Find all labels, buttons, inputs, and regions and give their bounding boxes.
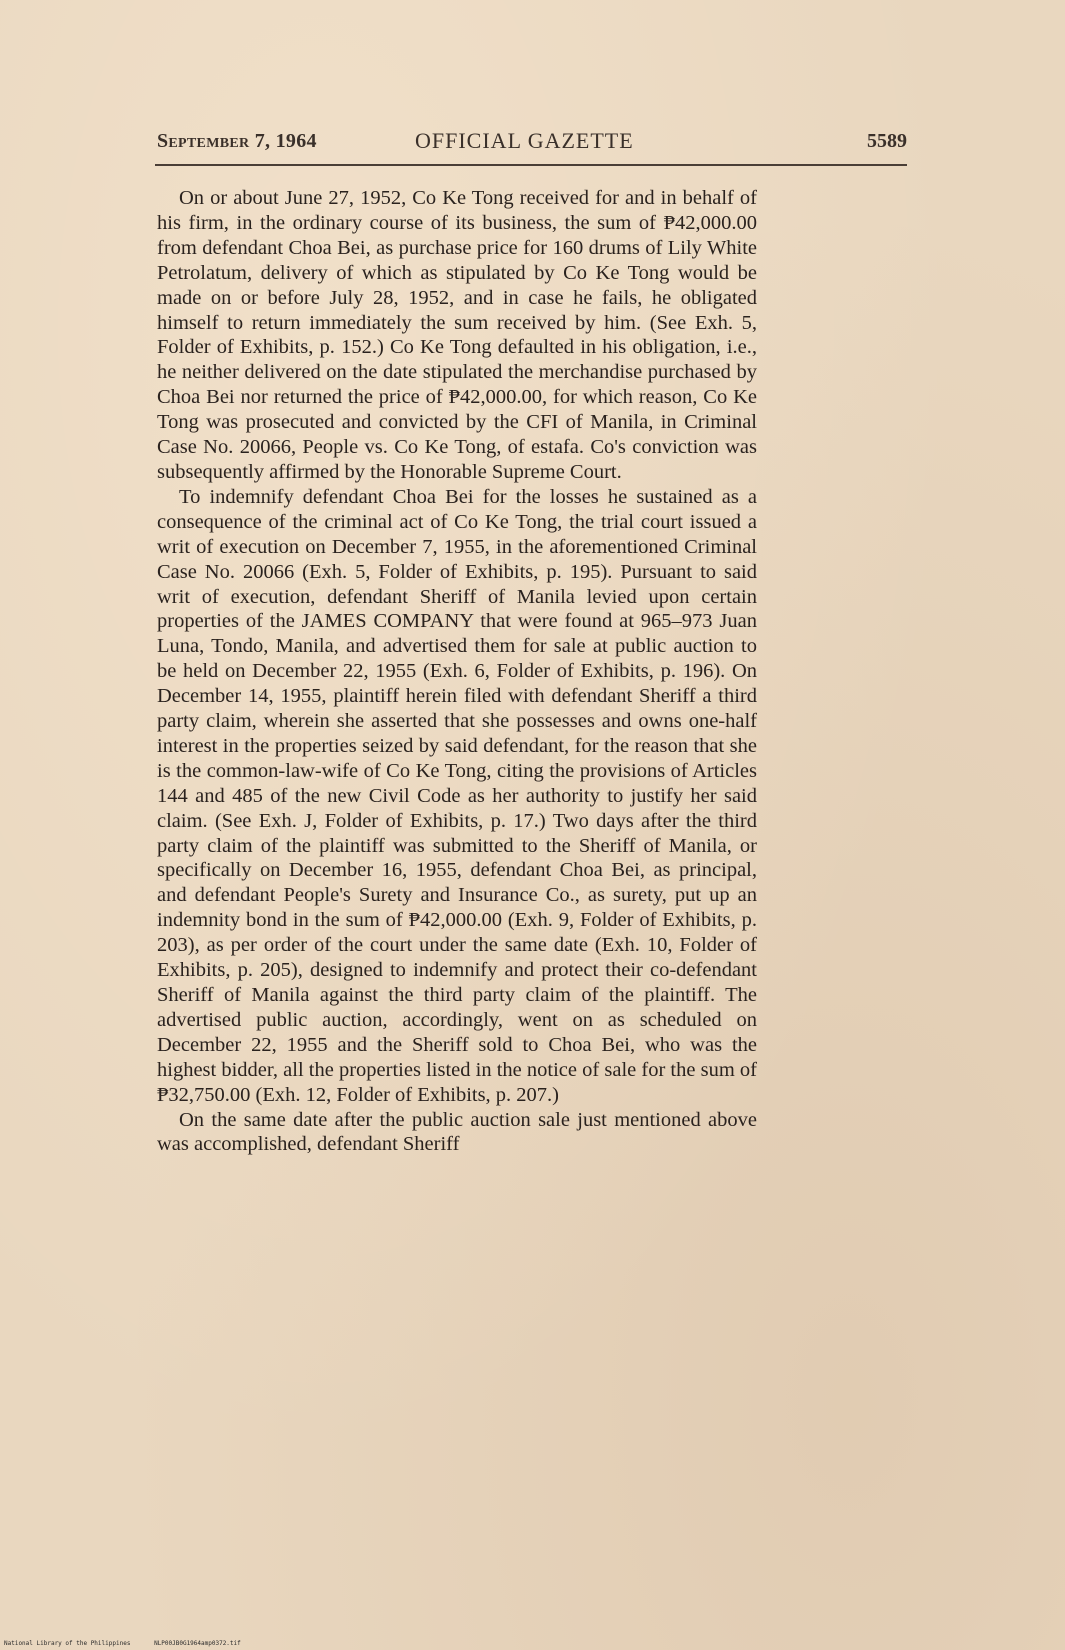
footer-library: National Library of the Philippines — [4, 1640, 131, 1647]
scan-footer — [4, 1640, 241, 1648]
paragraph-1: On or about June 27, 1952, Co Ke Tong received for and in behalf of his firm, in the ordinary course of its business, the sum of ₱42,000.00 from defendant Choa Bei, as purchase price for 160 drums of Lily White Petrolatum, delivery of which as stipulated by Co Ke Tong would be made on or before July 28, 1952, and in case he fails, he obligated himself to return immediately the sum received by him. (See Exh. 5, Folder of Exhibits, p. 152.) Co Ke Tong defaulted in his obligation, i.e., he neither delivered on the date stipulated the merchandise purchased by Choa Bei nor returned the price of ₱42,000.00, for which reason, Co Ke Tong was prosecuted and convicted by the CFI of Manila, in Criminal Case No. 20066, People vs. Co Ke Tong, of estafa. Co's conviction was subsequently affirmed by the Honorable Supreme Court. — [157, 187, 757, 483]
header-date: September 7, 1964 — [157, 130, 317, 152]
footer-filename: NLP00JB0G1964amp0372.tif — [154, 1640, 241, 1647]
header-rule — [155, 164, 907, 166]
paragraph-3: On the same date after the public auction sale just mentioned above was accomplished, defendant Sheriff — [157, 1108, 757, 1156]
page-header — [157, 126, 907, 156]
page-number: 5589 — [867, 130, 907, 152]
publication-title: OFFICIAL GAZETTE — [415, 128, 634, 153]
body-text — [157, 186, 757, 1157]
paragraph-2: To indemnify defendant Choa Bei for the losses he sustained as a consequence of the criminal act of Co Ke Tong, the trial court issued a writ of execution on December 7, 1955, in the aforementioned Criminal Case No. 20066 (Exh. 5, Folder of Exhibits, p. 195). Pursuant to said writ of execution, defendant Sheriff of Manila levied upon certain properties of the JAMES COMPANY that were found at 965–973 Juan Luna, Tondo, Manila, and advertised them for sale at public auction to be held on December 22, 1955 (Exh. 6, Folder of Exhibits, p. 196). On December 14, 1955, plaintiff herein filed with defendant Sheriff a third party claim, wherein she asserted that she possesses and owns one-half interest in the properties seized by said defendant, for the reason that she is the common-law-wife of Co Ke Tong, citing the provisions of Articles 144 and 485 of the new Civil Code as her authority to justify her said claim. (See Exh. J, Folder of Exhibits, p. 17.) Two days after the third party claim of the plaintiff was submitted to the Sheriff of Manila, or specifically on December 16, 1955, defendant Choa Bei, as principal, and defendant People's Surety and Insurance Co., as surety, put up an indemnity bond in the sum of ₱42,000.00 (Exh. 9, Folder of Exhibits, p. 203), as per order of the court under the same date (Exh. 10, Folder of Exhibits, p. 205), designed to indemnify and protect their co-defendant Sheriff of Manila against the third party claim of the plaintiff. The advertised public auction, accordingly, went on as scheduled on December 22, 1955 and the Sheriff sold to Choa Bei, who was the highest bidder, all the properties listed in the notice of sale for the sum of ₱32,750.00 (Exh. 12, Folder of Exhibits, p. 207.) — [157, 485, 757, 1106]
